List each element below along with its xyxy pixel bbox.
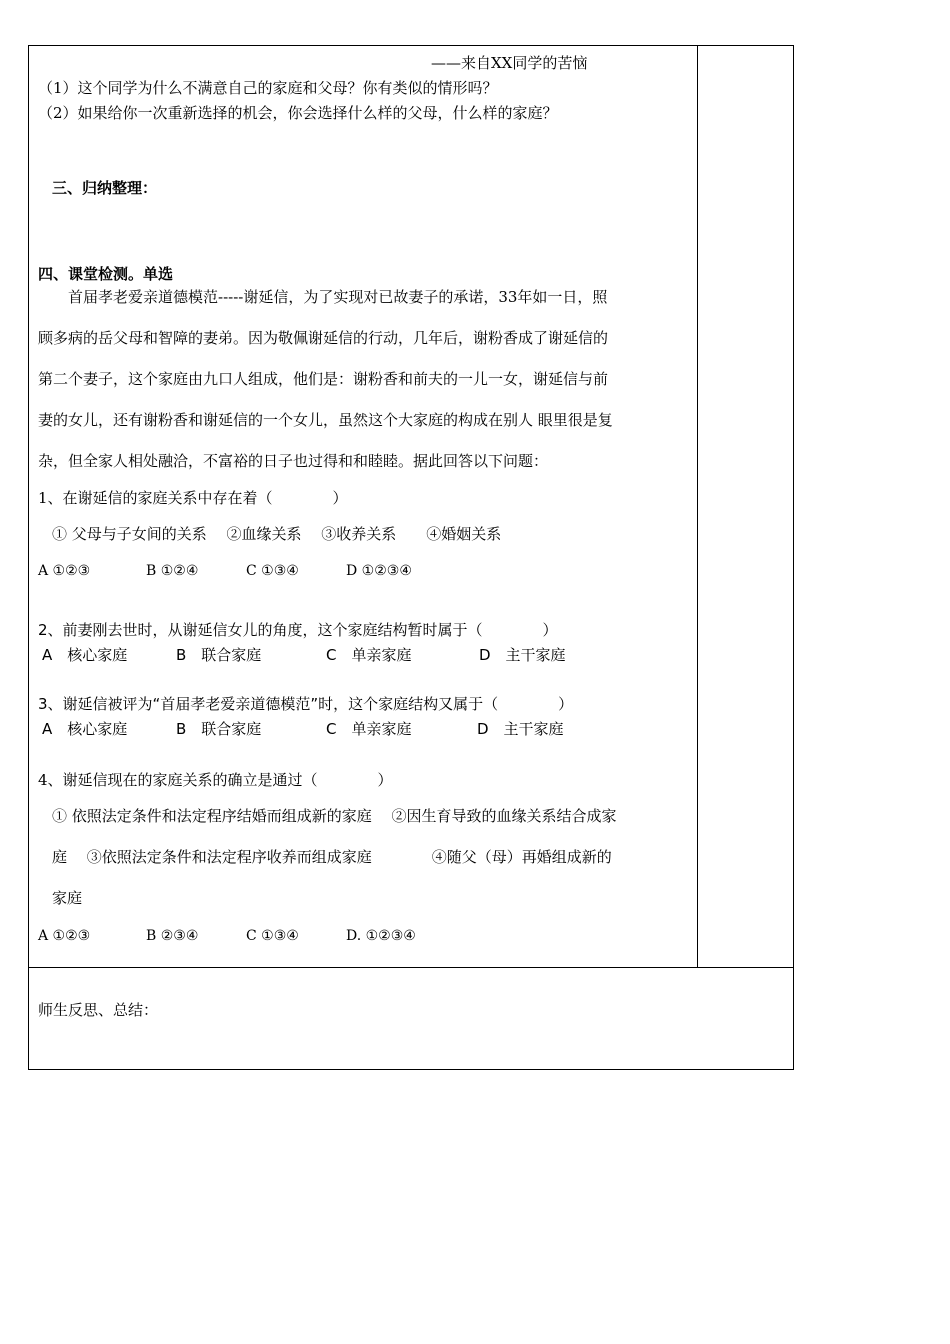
option-c: C 单亲家庭 — [326, 720, 412, 738]
q1-stem: 1、在谢延信的家庭关系中存在着（ ） — [38, 489, 348, 507]
passage — [38, 277, 688, 482]
option-d: D 主干家庭 — [479, 646, 566, 664]
q3-options — [42, 719, 564, 739]
question-2-line: （2）如果给你一次重新选择的机会，你会选择什么样的父母，什么样的家庭？ — [38, 104, 558, 122]
q1-items: ① 父母与子女间的关系 ②血缘关系 ③收养关系 ④婚姻关系 — [52, 525, 502, 543]
option-b: B 联合家庭 — [176, 646, 262, 664]
q2-options — [42, 645, 566, 665]
option-a: A ①②③ — [38, 928, 91, 944]
question-1-line: （1）这个同学为什么不满意自己的家庭和父母？你有类似的情形吗？ — [38, 79, 498, 97]
q3-stem: 3、谢延信被评为“首届孝老爱亲道德模范”时，这个家庭结构又属于（ ） — [38, 695, 574, 713]
q4-options — [38, 926, 416, 946]
option-b: B ①②④ — [146, 563, 199, 579]
row-divider — [28, 967, 794, 968]
column-divider — [697, 45, 698, 967]
option-b: B 联合家庭 — [176, 720, 262, 738]
passage-line: 妻的女儿，还有谢粉香和谢延信的一个女儿，虽然这个大家庭的构成在别人 眼里很是复 — [38, 411, 613, 429]
option-a: A 核心家庭 — [42, 646, 128, 664]
q2-stem: 2、前妻刚去世时，从谢延信女儿的角度，这个家庭结构暂时属于（ ） — [38, 621, 558, 639]
passage-line: 杂，但全家人相处融洽，不富裕的日子也过得和和睦睦。据此回答以下问题： — [38, 452, 549, 470]
option-d: D. ①②③④ — [346, 928, 416, 944]
passage-line: 首届孝老爱亲道德模范-----谢延信，为了实现对已故妻子的承诺，33年如一日，照 — [68, 288, 608, 306]
reflection-label: 师生反思、总结： — [38, 1001, 159, 1019]
option-c: C ①③④ — [246, 563, 299, 579]
option-d: D 主干家庭 — [477, 720, 564, 738]
option-a: A ①②③ — [38, 563, 91, 579]
q4-item-line: 家庭 — [52, 889, 83, 907]
q4-stem: 4、谢延信现在的家庭关系的确立是通过（ ） — [38, 771, 393, 789]
q4-item-line: ① 依照法定条件和法定程序结婚而组成新的家庭 ②因生育导致的血缘关系结合成家 — [52, 807, 617, 825]
section-4-heading: 四、课堂检测。单选 — [38, 265, 174, 283]
passage-line: 顾多病的岳父母和智障的妻弟。因为敬佩谢延信的行动，几年后，谢粉香成了谢延信的 — [38, 329, 609, 347]
option-b: B ②③④ — [146, 928, 199, 944]
passage-line: 第二个妻子，这个家庭由九口人组成，他们是：谢粉香和前夫的一儿一女，谢延信与前 — [38, 370, 609, 388]
section-3-heading: 三、归纳整理： — [52, 179, 158, 197]
q4-items — [52, 796, 688, 919]
option-c: C ①③④ — [246, 928, 299, 944]
source-line: ——来自XX同学的苦恼 — [431, 54, 588, 72]
option-a: A 核心家庭 — [42, 720, 128, 738]
q1-options — [38, 561, 412, 581]
option-c: C 单亲家庭 — [326, 646, 412, 664]
q4-item-line: 庭 ③依照法定条件和法定程序收养而组成家庭 ④随父（母）再婚组成新的 — [52, 848, 612, 866]
option-d: D ①②③④ — [346, 563, 412, 579]
